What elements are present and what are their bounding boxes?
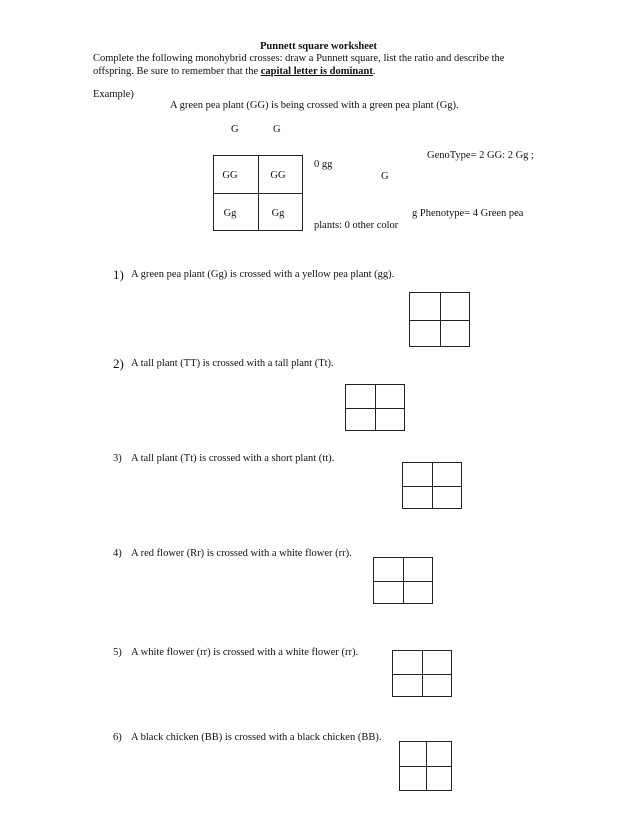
example-genotype: GenoType= 2 GG: 2 Gg ; — [427, 150, 534, 161]
example-side-allele: G — [381, 171, 389, 182]
question-5-text: A white flower (rr) is crossed with a white flower (rr). — [131, 647, 359, 658]
dominant-rule-emphasis: capital letter is dominant — [260, 66, 373, 77]
question-5-punnett-square — [392, 650, 452, 697]
question-5-number: 5) — [113, 647, 122, 658]
question-3-text: A tall plant (Tt) is crossed with a short plant (tt). — [131, 453, 335, 464]
question-3-punnett-square — [402, 462, 462, 509]
example-punnett-square — [213, 155, 303, 231]
question-2-number: 2) — [113, 356, 124, 371]
instructions-line-1: Complete the following monohybrid crosses: draw a Punnett square, list the ratio and describe the — [93, 53, 505, 64]
question-4-text: A red flower (Rr) is crossed with a white flower (rr). — [131, 548, 352, 559]
instructions-text: offspring. Be sure to remember that the — [93, 66, 261, 77]
question-4-number: 4) — [113, 548, 122, 559]
example-cell-3: Gg — [223, 208, 237, 219]
example-cell-2: GG — [270, 170, 286, 181]
example-other-color: plants: 0 other color — [314, 220, 399, 231]
worksheet-title: Punnett square worksheet — [260, 41, 378, 52]
example-top-allele-2: G — [273, 124, 281, 135]
example-phenotype: g Phenotype= 4 Green pea — [412, 208, 524, 219]
example-label: Example) — [93, 89, 134, 100]
question-6-punnett-square — [399, 741, 452, 791]
question-1-number: 1) — [113, 267, 124, 282]
question-2-punnett-square — [345, 384, 405, 431]
example-top-allele-1: G — [231, 124, 239, 135]
example-zero-gg: 0 gg — [314, 159, 333, 170]
question-1-text: A green pea plant (Gg) is crossed with a yellow pea plant (gg). — [131, 269, 395, 280]
question-2-text: A tall plant (TT) is crossed with a tall plant (Tt). — [131, 358, 334, 369]
example-cell-1: GG — [222, 170, 238, 181]
example-sentence: A green pea plant (GG) is being crossed with a green pea plant (Gg). — [170, 100, 459, 111]
question-4-punnett-square — [373, 557, 433, 604]
question-6-text: A black chicken (BB) is crossed with a black chicken (BB). — [131, 732, 382, 743]
instructions-line-2 — [93, 66, 375, 77]
question-1-punnett-square — [409, 292, 470, 347]
instructions-period: . — [372, 66, 376, 77]
example-cell-4: Gg — [271, 208, 285, 219]
question-3-number: 3) — [113, 453, 122, 464]
question-6-number: 6) — [113, 732, 122, 743]
